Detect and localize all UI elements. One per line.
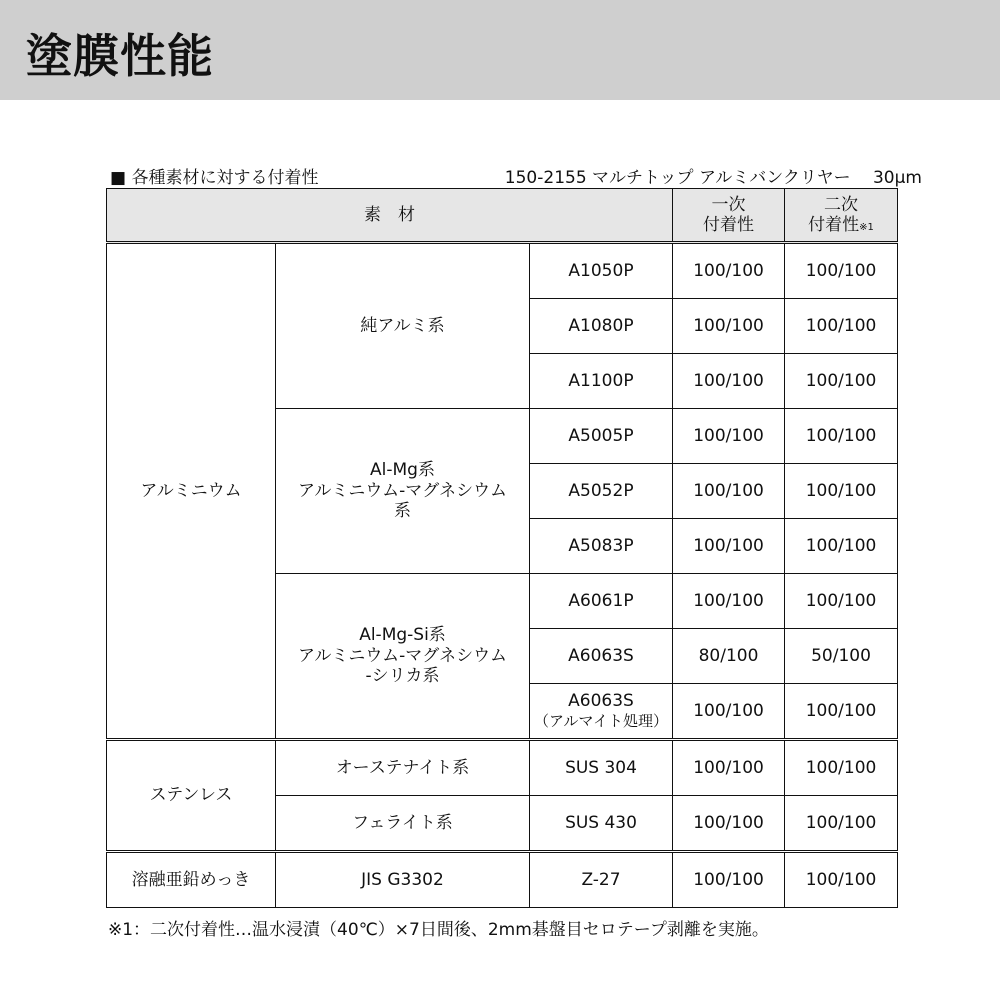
table-row: [107, 740, 898, 796]
primary-adhesion-cell: 100/100: [673, 354, 785, 409]
grade-cell: A5083P: [530, 519, 673, 574]
subgroup-austenite: オーステナイト系: [276, 740, 530, 796]
subgroup-al-mg-line2: アルミニウム-マグネシウム: [298, 480, 507, 501]
header-secondary-line1: 二次: [824, 194, 859, 215]
grade-label: A6063S: [568, 690, 634, 711]
header-primary-line1: 一次: [711, 194, 746, 215]
header-secondary-line2: 付着性: [808, 215, 860, 235]
secondary-adhesion-cell: 100/100: [785, 243, 898, 299]
subgroup-al-mg-si-line3: -シリカ系: [365, 666, 440, 687]
group-aluminium: アルミニウム: [107, 243, 276, 740]
header-primary-adhesion: [673, 189, 785, 243]
secondary-adhesion-cell: 100/100: [785, 684, 898, 740]
grade-cell: Z-27: [530, 852, 673, 908]
group-galvanized: 溶融亜鉛めっき: [107, 852, 276, 908]
adhesion-table: [106, 188, 898, 908]
primary-adhesion-cell: 100/100: [673, 740, 785, 796]
header-secondary-note: ※1: [859, 222, 874, 233]
secondary-adhesion-cell: 100/100: [785, 519, 898, 574]
secondary-adhesion-cell: 100/100: [785, 409, 898, 464]
footnote: ※1：二次付着性…温水浸漬（40℃）×7日間後、2mm碁盤目セロテープ剥離を実施。: [108, 920, 769, 940]
primary-adhesion-cell: 100/100: [673, 243, 785, 299]
subgroup-ferrite: フェライト系: [276, 796, 530, 852]
secondary-adhesion-cell: 100/100: [785, 852, 898, 908]
primary-adhesion-cell: 80/100: [673, 629, 785, 684]
primary-adhesion-cell: 100/100: [673, 574, 785, 629]
secondary-adhesion-cell: 100/100: [785, 740, 898, 796]
grade-cell: A6063S: [530, 629, 673, 684]
grade-cell: A1100P: [530, 354, 673, 409]
primary-adhesion-cell: 100/100: [673, 519, 785, 574]
page-title: 塗膜性能: [26, 29, 214, 83]
secondary-adhesion-cell: 100/100: [785, 574, 898, 629]
grade-cell: A5005P: [530, 409, 673, 464]
grade-cell: SUS 430: [530, 796, 673, 852]
grade-cell: SUS 304: [530, 740, 673, 796]
table-row: [107, 852, 898, 908]
table-row: [107, 243, 898, 299]
subgroup-al-mg-line1: Al-Mg系: [370, 460, 435, 481]
grade-cell: A5052P: [530, 464, 673, 519]
grade-cell: [530, 684, 673, 740]
subgroup-al-mg: [276, 409, 530, 574]
header-material: 素 材: [107, 189, 673, 243]
secondary-adhesion-cell: 100/100: [785, 299, 898, 354]
subgroup-al-mg-si-line2: アルミニウム-マグネシウム: [298, 645, 507, 666]
secondary-adhesion-cell: 100/100: [785, 354, 898, 409]
grade-cell: A1050P: [530, 243, 673, 299]
primary-adhesion-cell: 100/100: [673, 796, 785, 852]
secondary-adhesion-cell: 100/100: [785, 464, 898, 519]
group-stainless: ステンレス: [107, 740, 276, 852]
table-caption: ■ 各種素材に対する付着性: [110, 168, 319, 188]
product-caption: 150-2155 マルチトップ アルミバンクリヤー 30μm: [504, 168, 922, 188]
subgroup-al-mg-line3: 系: [394, 501, 411, 522]
primary-adhesion-cell: 100/100: [673, 409, 785, 464]
header-primary-line2: 付着性: [703, 215, 755, 235]
subgroup-pure-aluminium: 純アルミ系: [276, 243, 530, 409]
header-secondary-adhesion: [785, 189, 898, 243]
table-header-row: [107, 189, 898, 243]
grade-note: （アルマイト処理）: [533, 712, 669, 730]
primary-adhesion-cell: 100/100: [673, 852, 785, 908]
subgroup-al-mg-si-line1: Al-Mg-Si系: [359, 625, 446, 646]
subgroup-jis: JIS G3302: [276, 852, 530, 908]
secondary-adhesion-cell: 50/100: [785, 629, 898, 684]
grade-cell: A6061P: [530, 574, 673, 629]
secondary-adhesion-cell: 100/100: [785, 796, 898, 852]
primary-adhesion-cell: 100/100: [673, 299, 785, 354]
subgroup-al-mg-si: [276, 574, 530, 740]
primary-adhesion-cell: 100/100: [673, 684, 785, 740]
grade-cell: A1080P: [530, 299, 673, 354]
primary-adhesion-cell: 100/100: [673, 464, 785, 519]
